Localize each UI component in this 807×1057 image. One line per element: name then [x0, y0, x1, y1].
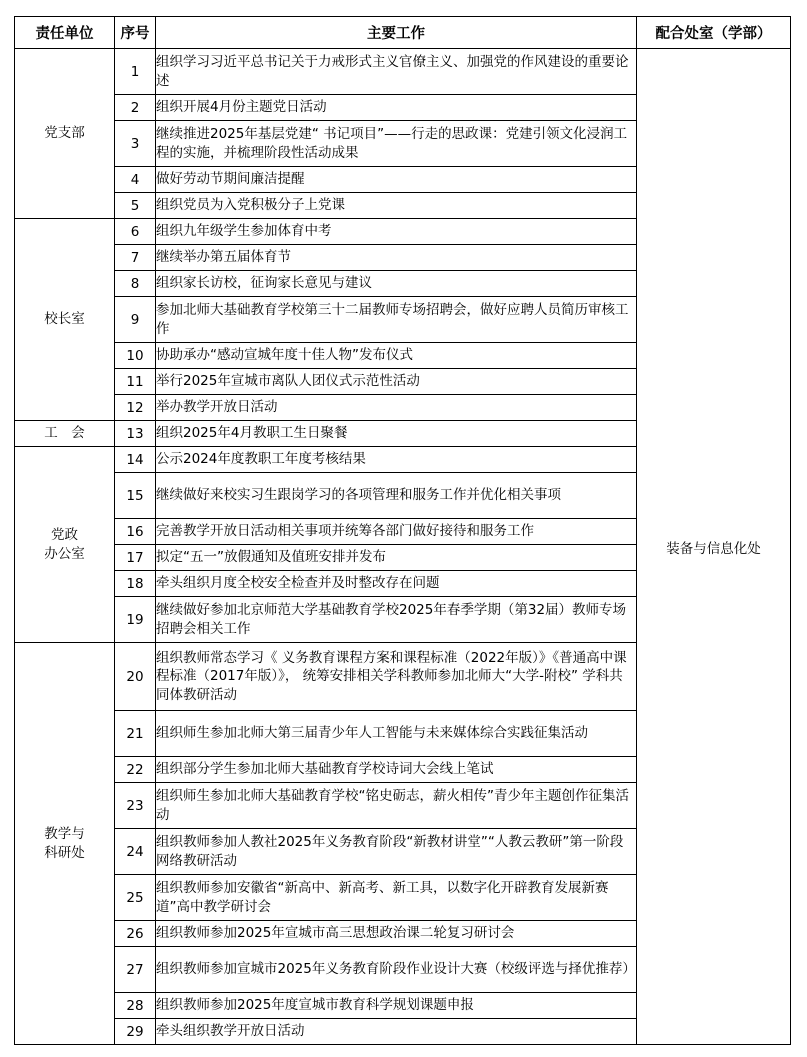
task-cell: 组织党员为入党积极分子上党课 — [156, 193, 637, 219]
row-number: 21 — [115, 711, 156, 757]
task-cell: 组织学习习近平总书记关于力戒形式主义官僚主义、加强党的作风建设的重要论述 — [156, 49, 637, 95]
task-cell: 公示2024年度教职工年度考核结果 — [156, 447, 637, 473]
header-unit: 责任单位 — [15, 17, 115, 49]
header-task: 主要工作 — [156, 17, 637, 49]
row-number: 8 — [115, 271, 156, 297]
row-number: 13 — [115, 421, 156, 447]
row-number: 11 — [115, 369, 156, 395]
task-cell: 组织2025年4月教职工生日聚餐 — [156, 421, 637, 447]
task-cell: 参加北师大基础教育学校第三十二届教师专场招聘会，做好应聘人员简历审核工作 — [156, 297, 637, 343]
row-number: 19 — [115, 597, 156, 643]
task-cell: 组织家长访校，征询家长意见与建议 — [156, 271, 637, 297]
row-number: 22 — [115, 757, 156, 783]
row-number: 29 — [115, 1019, 156, 1045]
task-cell: 继续做好参加北京师范大学基础教育学校2025年春季学期（第32届）教师专场招聘会相关工作 — [156, 597, 637, 643]
task-cell: 组织部分学生参加北师大基础教育学校诗词大会线上笔试 — [156, 757, 637, 783]
row-number: 16 — [115, 519, 156, 545]
row-number: 5 — [115, 193, 156, 219]
coop-unit-cell: 装备与信息化处 — [637, 49, 791, 1045]
row-number: 27 — [115, 947, 156, 993]
task-cell: 组织教师参加安徽省“新高中、新高考、新工具，以数字化开辟教育发展新赛道”高中教学研讨会 — [156, 875, 637, 921]
row-number: 20 — [115, 643, 156, 711]
task-cell: 组织师生参加北师大第三届青少年人工智能与未来媒体综合实践征集活动 — [156, 711, 637, 757]
task-cell: 牵头组织教学开放日活动 — [156, 1019, 637, 1045]
task-cell: 组织教师参加2025年度宣城市教育科学规划课题申报 — [156, 993, 637, 1019]
row-number: 15 — [115, 473, 156, 519]
task-cell: 做好劳动节期间廉洁提醒 — [156, 167, 637, 193]
row-number: 17 — [115, 545, 156, 571]
task-cell: 组织师生参加北师大基础教育学校“铭史砺志，薪火相传”青少年主题创作征集活动 — [156, 783, 637, 829]
task-cell: 组织教师常态学习《 义务教育课程方案和课程标准（2022年版）》《普通高中课程标准（2017年版）》， 统筹安排相关学科教师参加北师大“大学-附校” 学科共 同体教研活动 — [156, 643, 637, 711]
work-plan-table — [14, 16, 791, 1045]
row-number: 25 — [115, 875, 156, 921]
unit-cell: 工 会 — [15, 421, 115, 447]
row-number: 10 — [115, 343, 156, 369]
task-cell: 举行2025年宣城市离队人团仪式示范性活动 — [156, 369, 637, 395]
row-number: 24 — [115, 829, 156, 875]
task-cell: 举办教学开放日活动 — [156, 395, 637, 421]
row-number: 9 — [115, 297, 156, 343]
row-number: 14 — [115, 447, 156, 473]
task-cell: 完善教学开放日活动相关事项并统筹各部门做好接待和服务工作 — [156, 519, 637, 545]
task-cell: 继续推进2025年基层党建“ 书记项目”——行走的思政课：党建引领文化浸润工程的实施，并梳理阶段性活动成果 — [156, 121, 637, 167]
task-cell: 组织教师参加宣城市2025年义务教育阶段作业设计大赛（校级评选与择优推荐） — [156, 947, 637, 993]
unit-cell: 教学与 科研处 — [15, 643, 115, 1045]
task-cell: 组织开展4月份主题党日活动 — [156, 95, 637, 121]
unit-cell: 党政 办公室 — [15, 447, 115, 643]
task-cell: 组织教师参加2025年宣城市高三思想政治课二轮复习研讨会 — [156, 921, 637, 947]
row-number: 2 — [115, 95, 156, 121]
header-num: 序号 — [115, 17, 156, 49]
row-number: 28 — [115, 993, 156, 1019]
row-number: 18 — [115, 571, 156, 597]
task-cell: 组织教师参加人教社2025年义务教育阶段“新教材讲堂”“人教云教研”第一阶段网络教研活动 — [156, 829, 637, 875]
unit-cell: 党支部 — [15, 49, 115, 219]
task-cell: 牵头组织月度全校安全检查并及时整改存在问题 — [156, 571, 637, 597]
task-cell: 组织九年级学生参加体育中考 — [156, 219, 637, 245]
table-row — [15, 49, 791, 95]
row-number: 23 — [115, 783, 156, 829]
row-number: 4 — [115, 167, 156, 193]
task-cell: 协助承办“感动宣城年度十佳人物”发布仪式 — [156, 343, 637, 369]
row-number: 3 — [115, 121, 156, 167]
row-number: 6 — [115, 219, 156, 245]
row-number: 7 — [115, 245, 156, 271]
task-cell: 继续做好来校实习生跟岗学习的各项管理和服务工作并优化相关事项 — [156, 473, 637, 519]
row-number: 26 — [115, 921, 156, 947]
table-body — [15, 49, 791, 1045]
header-coop: 配合处室（学部） — [637, 17, 791, 49]
row-number: 1 — [115, 49, 156, 95]
task-cell: 继续举办第五届体育节 — [156, 245, 637, 271]
header-row — [15, 17, 791, 49]
unit-cell: 校长室 — [15, 219, 115, 421]
row-number: 12 — [115, 395, 156, 421]
task-cell: 拟定“五一”放假通知及值班安排并发布 — [156, 545, 637, 571]
